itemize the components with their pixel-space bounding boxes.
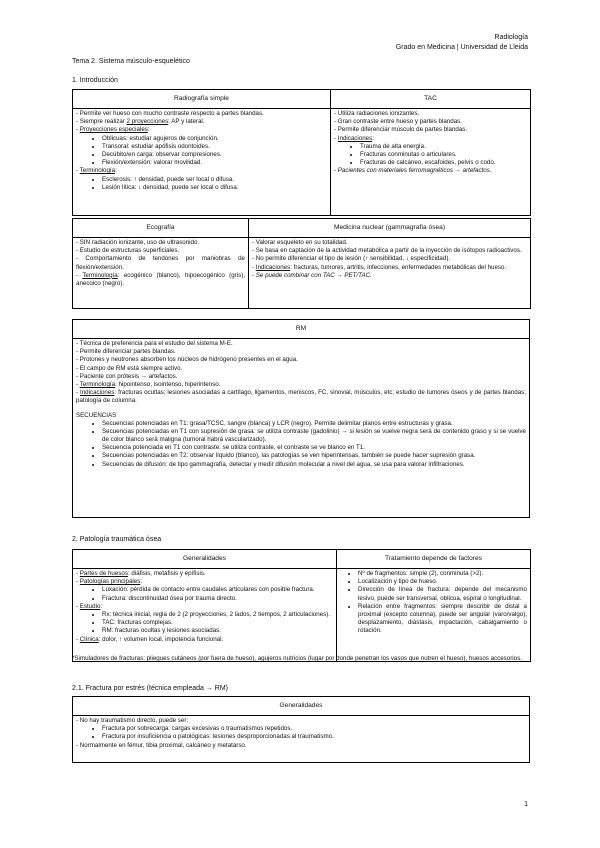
text-line: - Se basa en captación de la actividad metabólica a partir de la inyección de isótopos radioactivos.	[252, 247, 522, 255]
bullet-list	[76, 611, 333, 636]
text-line: - SIN radiación ionizante, uso de ultrasonido.	[76, 239, 200, 246]
table-patologia	[72, 549, 531, 662]
list-item: • Esclerosis: ↑ densidad, puede ser local o difusa.	[102, 176, 327, 184]
list-item: • Fracturas conminutas o articulares.	[360, 151, 527, 159]
generalidades-cell	[73, 569, 337, 662]
ecografia-cell	[73, 238, 249, 309]
list-item: • Dirección de línea de fractura: depende del mecanismo lesivo, puede ser transversal, oblicua, espiral o longitudinal.	[358, 586, 527, 602]
list-item: • Secuencias potenciadas en T1 con supresión de grasa: se utiliza contraste (gadolinio) → si lesión se vuelve negra será de contenido graso y si se vuelve de color blanco será maligna (tumoral habrá vascularizado).	[102, 428, 526, 444]
text-line: - Proyecciones especiales:	[76, 126, 150, 134]
tratamiento-cell	[337, 569, 531, 662]
list-item: • Lesión lítica: ↓ densidad, puede ser local o difusa.	[102, 184, 327, 192]
text-line: - Estudio:	[76, 602, 103, 610]
text-line: - Pacientes con materiales ferromagnéticos → artefactos.	[334, 167, 492, 175]
table-radiografia-tac	[72, 89, 531, 216]
ecografia-header: Ecografía	[73, 219, 249, 238]
tac-cell	[331, 109, 531, 216]
estres-header: Generalidades	[73, 697, 530, 716]
list-item: • TAC: fracturas complejas.	[102, 619, 333, 627]
secuencias-heading: SECUENCIAS	[76, 411, 117, 419]
simuladores-note: *Simuladores de fracturas: pliegues cutáneos (por fuera de hueso), agujeros nutricios (lugar por donde penetran los vasos que nutren el hueso), huesos accesorios.	[72, 655, 522, 662]
page-header	[396, 33, 528, 53]
text-line: - No hay traumatismo directo, puede ser:	[76, 717, 189, 724]
section-fractura-estres: 2.1. Fractura por estrés (técnica empleada → RM)	[72, 685, 229, 692]
list-item: • Secuencias potenciadas en T1: grasa/TCSC, sangre (blanca) y LCR (negro). Permite delimitar planos entre estructuras y grasa.	[102, 420, 526, 428]
text-line: - Gran contraste entre hueso y partes blandas.	[334, 118, 462, 126]
text-line: - Comportamiento de tendones por maniobras de flexión/extensión.	[76, 255, 245, 271]
bullet-list	[76, 420, 526, 469]
bullet-list	[76, 725, 526, 741]
page-number: 1	[524, 801, 528, 808]
text-line: - Se puede combinar con TAC → PET/TAC.	[252, 271, 372, 279]
section-introduccion: 1. Introducción	[72, 77, 118, 84]
header-degree: Grado en Medicina | Universidad de Lleida	[395, 43, 528, 51]
text-line: - Patologías principales:	[76, 578, 143, 586]
text-line: - Protones y neutrones absorben los núcleos de hidrógeno presentes en el agua.	[76, 356, 298, 364]
text-line: - Clínica: dolor, ↑ volumen local, impotencia funcional.	[76, 635, 224, 643]
text-line: - Técnica de preferencia para el estudio del sistema M-E.	[76, 340, 233, 347]
section-patologia: 2. Patología traumática ósea	[72, 536, 162, 543]
rm-cell	[73, 339, 530, 518]
list-item: • Secuencias de difusión: de tipo gammagrafía, detectar y medir difusión molecular a nivel del agua, se usa para valorar infiltraciones.	[102, 461, 526, 469]
list-item: • Fractura por sobrecarga: cargas excesivas o traumatismos repetidos.	[102, 725, 526, 733]
text-line: - El campo de RM está siempre activo.	[76, 364, 183, 372]
list-item: • Rx: técnica inicial, regla de 2 (2 proyecciones, 2 lados, 2 tiempos, 2 articulaciones).	[102, 611, 333, 619]
table-fractura-estres	[72, 696, 530, 763]
text-line: - Permite diferenciar partes blandas.	[76, 348, 176, 356]
text-line: - Permite diferenciar músculo de partes blandas.	[334, 126, 468, 134]
list-item: • Fractura por insuficiencia o patológicas: lesiones desproporcionadas al traumatismo.	[102, 733, 526, 741]
tratamiento-header: Tratamiento depende de factores	[337, 550, 531, 569]
text-line: - Permite ver hueso con mucho contraste respecto a partes blandas.	[76, 110, 264, 117]
list-item: • Decúbito/en carga: observar compresiones.	[102, 151, 327, 159]
generalidades-header: Generalidades	[73, 550, 337, 569]
medicina-cell	[249, 238, 531, 309]
bullet-list	[76, 176, 327, 192]
text-line: - No permite diferenciar el tipo de lesión (↑ sensibilidad, ↓ especificidad).	[252, 255, 451, 263]
text-line: - Terminología: ecogénico (blanco), hipoecogénico (gris), anecoico (negro).	[76, 271, 245, 287]
text-line: - Estudio de estructuras superficiales.	[76, 247, 180, 255]
estres-cell	[73, 716, 530, 763]
text-line: - Valorar esqueleto en su totalidad.	[252, 239, 348, 246]
table-ecografia-medicina	[72, 218, 531, 309]
list-item: • Fractura: discontinuidad ósea por trauma directo.	[102, 595, 333, 603]
bullet-list	[76, 586, 333, 602]
text-line: - Siempre realizar 2 proyecciones: AP y lateral.	[76, 118, 205, 126]
text-line: - Indicaciones: fracturas ocultas; lesiones asociadas a cartílago, ligamentos, meniscos, FC, sinovial, músculos, etc; estudio de tumores óseos y de partes blandas; patología de columna.	[76, 389, 526, 405]
text-line: - Terminología:	[76, 167, 117, 175]
list-item: • Oblicuas: estudiar agujeros de conjunción.	[102, 135, 327, 143]
list-item: • Secuencias potenciadas en T2: observar líquido (blanco), las patologías se ven hiperintensas, también se puede hacer supresión grasa.	[102, 452, 526, 460]
list-item: • Trauma de alta energía.	[360, 143, 527, 151]
list-item: • Nº de fragmentos: simple (2), conminuta (>2).	[358, 570, 527, 578]
list-item: • Secuencia potenciada en T1 con contraste: se utiliza contraste, el contraste se ve blanco en T1.	[102, 444, 526, 452]
table-rm	[72, 319, 530, 518]
list-item: • Luxación: pérdida de contacto entre caudales articulares con posible fractura.	[102, 586, 333, 594]
list-item: • Fracturas de calcáneo, escafoides, pelvis o codo.	[360, 159, 527, 167]
header-subject: Radiología	[494, 34, 528, 41]
text-line: - Indicaciones:	[334, 134, 374, 142]
text-line: - Partes de huesos: diáfisis, metáfisis y epífisis.	[76, 570, 206, 577]
list-item: • Flexión/extensión: valorar movilidad.	[102, 159, 327, 167]
list-item: • RM: fracturas ocultas y lesiones asociadas.	[102, 627, 333, 635]
text-line: - Paciente con prótesis → artefactos.	[76, 372, 178, 380]
list-item: • Transoral: estudiar apófisis odontoides.	[102, 143, 327, 151]
text-line: - Normalmente en fémur, tibia proximal, calcáneo y metatarso.	[76, 741, 247, 749]
text-line: - Terminología: hipointenso, isointenso, hiperintenso.	[76, 380, 221, 388]
list-item: • Relación entre fragmentos: siempre describir de distal a proximal (excepto columna), puede ser angular (varo/valgo), desplazamiento, diástasis, impactación, cabalgamiento o rotación.	[358, 603, 527, 636]
tac-header: TAC	[331, 90, 531, 109]
topic-title: Tema 2. Sistema músculo-esquelético	[72, 58, 190, 65]
bullet-list	[334, 143, 527, 168]
bullet-list	[76, 135, 327, 168]
text-line: - Indicaciones: fracturas, tumores, artritis, infecciones, enfermedades metabólicas del hueso.	[252, 263, 507, 271]
list-item: • Localización y tipo de hueso.	[358, 578, 527, 586]
text-line: - Utiliza radiaciones ionizantes.	[334, 110, 420, 117]
radiografia-cell	[73, 109, 331, 216]
radiografia-header: Radiografía simple	[73, 90, 331, 109]
medicina-header: Medicina nuclear (gammagrafía ósea)	[249, 219, 531, 238]
rm-header: RM	[73, 320, 530, 339]
bullet-list	[340, 570, 527, 636]
